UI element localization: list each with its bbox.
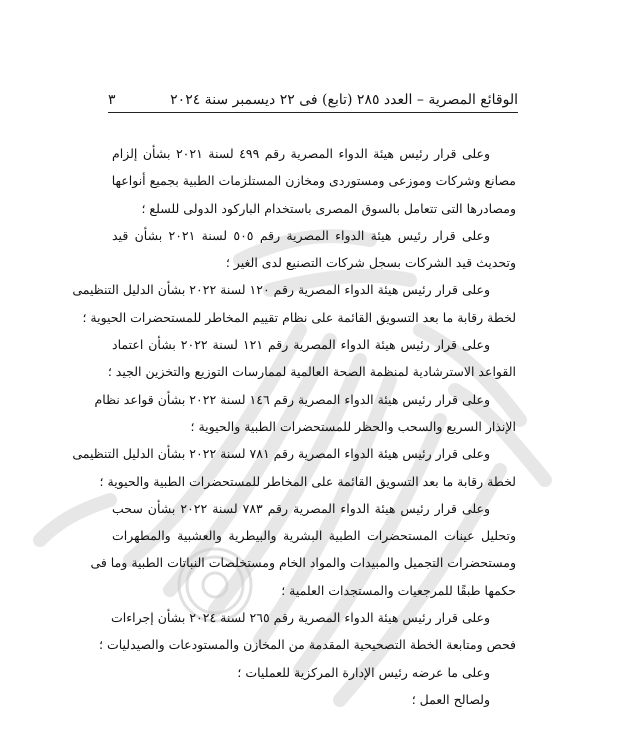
text-line: وعلى قرار رئيس هيئة الدواء المصرية رقم ٧٨١ لسنة ٢٠٢٢ بشأن الدليل التنظيمى [72, 446, 490, 462]
text-line: فحص ومتابعة الخطة التصحيحية المقدمة من المخازن والمستودعات والصيدليات ؛ [99, 637, 516, 653]
text-line: وعلى قرار رئيس هيئة الدواء المصرية رقم ١٤٦ لسنة ٢٠٢٢ بشأن قواعد نظام [94, 391, 490, 407]
text-line: وعلى قرار رئيس هيئة الدواء المصرية رقم ١٢٠ لسنة ٢٠٢٢ بشأن الدليل التنظيمى [72, 282, 490, 298]
text-line: وعلى قرار رئيس هيئة الدواء المصرية رقم ٥٠٥ لسنة ٢٠٢١ بشأن قيد [112, 227, 491, 243]
text-line: وعلى قرار رئيس هيئة الدواء المصرية رقم ٢٦٥ لسنة ٢٠٢٤ بشأن إجراءات [111, 610, 490, 626]
text-line: وعلى ما عرضه رئيس الإدارة المركزية للعمليات ؛ [237, 664, 490, 680]
page-header [108, 92, 518, 113]
document-body [72, 140, 516, 713]
text-line: ولصالح العمل ؛ [411, 691, 490, 707]
text-line: ومصادرها التى تتعامل بالسوق المصرى باستخدام الباركود الدولى للسلع ؛ [141, 200, 516, 216]
header-title: الوقائع المصرية – العدد ٢٨٥ (تابع) فى ٢٢ ديسمبر سنة ٢٠٢٤ [170, 92, 518, 108]
text-line: وعلى قرار رئيس هيئة الدواء المصرية رقم ٤٩٩ لسنة ٢٠٢١ بشأن إلزام [112, 146, 490, 161]
page-number: ٣ [108, 92, 116, 108]
text-line: وعلى قرار رئيس هيئة الدواء المصرية رقم ٧٨٣ لسنة ٢٠٢٢ بشأن سحب [112, 500, 491, 516]
text-line: وعلى قرار رئيس هيئة الدواء المصرية رقم ١٢١ لسنة ٢٠٢٢ بشأن اعتماد [112, 337, 490, 353]
text-line: لخطة رقابة ما بعد التسويق القائمة على المخاطر للمستحضرات الطبية والحيوية ؛ [99, 473, 516, 489]
text-line: ومستحضرات التجميل والمبيدات والمواد الخام ومستخلصات النباتات الطبية وما فى [90, 555, 516, 571]
text-line: حكمها طبقًا للمرجعيات والمستجدات العلمية ؛ [281, 582, 516, 598]
text-line: وتحديث قيد الشركات بسجل شركات التصنيع لدى الغير ؛ [225, 255, 516, 271]
text-line: وتحليل عينات المستحضرات الطبية البشرية والبيطرية والعشبية والمطهرات [112, 528, 516, 544]
text-line: القواعد الاسترشادية لمنظمة الصحة العالمية لممارسات التوزيع والتخزين الجيد ؛ [107, 364, 516, 380]
text-line: لخطة رقابة ما بعد التسويق القائمة على نظام تقييم المخاطر للمستحضرات الحيوية ؛ [82, 309, 516, 325]
text-line: الإنذار السريع والسحب والحظر للمستحضرات الطبية والحيوية ؛ [190, 418, 516, 434]
text-line: مصانع وشركات وموزعى ومستوردى ومخازن المستلزمات الطبية بجميع أنواعها [111, 173, 516, 189]
